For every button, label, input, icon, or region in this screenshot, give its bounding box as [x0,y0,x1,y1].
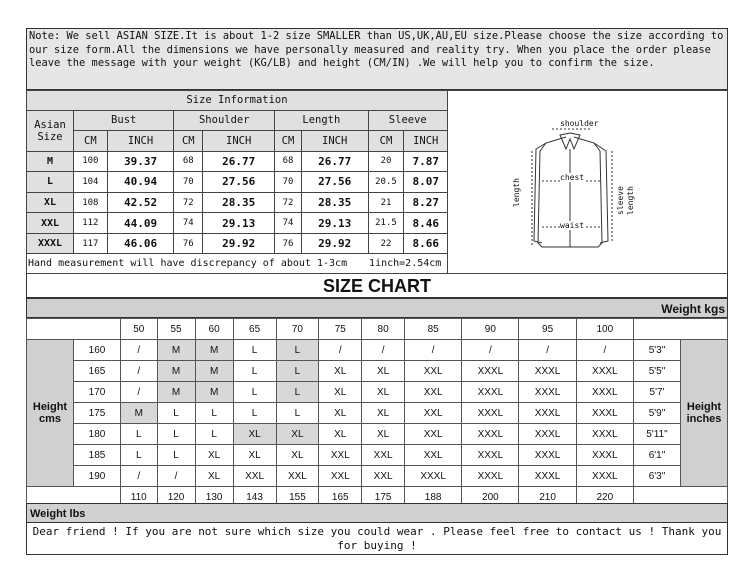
inch-value: 29.92 [203,233,275,254]
size-cell: XXL [405,382,462,403]
inch-value: 28.35 [301,192,368,213]
size-cell: L [276,361,319,382]
size-cell: XL [195,466,233,487]
weight-kg-cell: 55 [157,319,195,340]
weight-kg-cell: 70 [276,319,319,340]
size-cell: XL [362,424,405,445]
height-cm-cell: 160 [74,340,121,361]
weight-lb-cell: 220 [576,487,633,508]
weight-kgs-header: Weight kgs [26,298,728,318]
length-label: length [512,178,521,207]
weight-kg-cell: 80 [362,319,405,340]
cm-value: 74 [174,213,203,234]
height-cms-label: Height cms [27,340,74,487]
weight-kg-cell: 100 [576,319,633,340]
size-cell: M [195,361,233,382]
cm-value: 76 [275,233,302,254]
unit-inch-header: INCH [404,131,448,152]
sleeve-length-label: length [626,186,635,215]
size-cell: XXL [319,466,362,487]
size-cell: XL [195,445,233,466]
height-cm-cell: 185 [74,445,121,466]
cm-value: 70 [174,172,203,193]
size-cell: L [233,361,276,382]
unit-inch-header: INCH [107,131,174,152]
size-cell: XL [319,424,362,445]
size-note: Note: We sell ASIAN SIZE.It is about 1-2 size SMALLER than US,UK,AU,EU size.Please choose the size according to our size form.All the dimensions we have personally measured and reality try. When you place the order please leave the message with your weight (KG/LB) and height (CM/IN) .We will help you to confirm the size. [26,28,728,90]
size-label: XXXL [27,233,74,254]
size-cell: L [233,340,276,361]
inch-value: 29.13 [301,213,368,234]
size-cell: XXXL [576,466,633,487]
inch-value: 46.06 [107,233,174,254]
size-cell: XL [276,445,319,466]
cm-value: 21.5 [368,213,404,234]
size-cell: / [576,340,633,361]
inch-value: 8.46 [404,213,448,234]
size-cell: / [157,466,195,487]
height-cm-cell: 175 [74,403,121,424]
weight-kg-cell: 75 [319,319,362,340]
size-cell: XXXL [519,382,576,403]
inch-value: 40.94 [107,172,174,193]
weight-kg-cell: 90 [462,319,519,340]
cm-value: 74 [275,213,302,234]
size-cell: L [195,424,233,445]
size-cell: M [195,340,233,361]
size-chart-grid [26,318,728,508]
corner-cell [634,319,728,340]
size-cell: XXXL [519,466,576,487]
size-cell: L [157,403,195,424]
cm-value: 76 [174,233,203,254]
size-cell: XXXL [519,424,576,445]
cm-value: 72 [174,192,203,213]
shoulder-header: Shoulder [174,110,275,131]
unit-cm-header: CM [275,131,302,152]
inch-value: 27.56 [203,172,275,193]
size-cell: L [121,445,158,466]
size-cell: XXXL [519,403,576,424]
size-cell: XL [362,382,405,403]
height-cm-cell: 190 [74,466,121,487]
sleeve-label: sleeve [616,186,625,215]
size-cell: XXL [319,445,362,466]
size-cell: M [157,361,195,382]
inch-value: 42.52 [107,192,174,213]
size-cell: XL [319,382,362,403]
shoulder-label: shoulder [560,119,599,128]
weight-kg-cell: 85 [405,319,462,340]
size-cell: XXXL [462,361,519,382]
inch-value: 8.27 [404,192,448,213]
size-cell: M [195,382,233,403]
size-cell: XXXL [519,361,576,382]
unit-cm-header: CM [368,131,404,152]
size-cell: L [157,445,195,466]
size-cell: / [121,382,158,403]
inch-value: 29.13 [203,213,275,234]
unit-inch-header: INCH [301,131,368,152]
weight-kg-cell: 95 [519,319,576,340]
weight-kg-cell: 60 [195,319,233,340]
waist-label: waist [560,221,585,230]
size-cell: L [233,382,276,403]
cm-value: 70 [275,172,302,193]
size-cell: XXL [362,445,405,466]
height-inch-cell: 6'1" [634,445,681,466]
height-cm-cell: 170 [74,382,121,403]
size-label: XL [27,192,74,213]
corner-cell [27,319,121,340]
size-cell: / [121,361,158,382]
size-cell: L [157,424,195,445]
size-cell: / [121,340,158,361]
inch-value: 44.09 [107,213,174,234]
cm-value: 72 [275,192,302,213]
size-label: M [27,151,74,172]
height-inch-cell: 5'9" [634,403,681,424]
size-info-title: Size Information [27,91,448,111]
size-cell: L [276,382,319,403]
inch-value: 28.35 [203,192,275,213]
cm-value: 108 [74,192,108,213]
weight-kg-cell: 65 [233,319,276,340]
sleeve-header: Sleeve [368,110,447,131]
size-cell: XXL [405,361,462,382]
hand-measurement-note: Hand measurement will have discrepancy of about 1-3cm [27,254,369,274]
size-cell: XXXL [462,403,519,424]
cm-value: 68 [275,151,302,172]
size-cell: XXXL [462,445,519,466]
weight-lb-cell: 200 [462,487,519,508]
size-cell: XXXL [462,382,519,403]
cm-value: 117 [74,233,108,254]
size-cell: / [362,340,405,361]
size-cell: XL [319,361,362,382]
unit-inch-header: INCH [203,131,275,152]
size-cell: XL [233,424,276,445]
cm-value: 22 [368,233,404,254]
inch-value: 8.07 [404,172,448,193]
inch-value: 8.66 [404,233,448,254]
footer-message: Dear friend ! If you are not sure which size you could wear . Please feel free to contact us ! Thank you for buying ! [26,523,728,555]
size-cell: M [157,340,195,361]
cm-value: 100 [74,151,108,172]
height-cm-cell: 165 [74,361,121,382]
height-inch-cell: 5'3" [634,340,681,361]
cm-value: 21 [368,192,404,213]
size-cell: XXL [405,403,462,424]
weight-lb-cell: 110 [121,487,158,508]
bust-header: Bust [74,110,174,131]
size-cell: / [462,340,519,361]
size-cell: XL [319,403,362,424]
size-cell: XXXL [519,445,576,466]
chest-label: chest [560,173,585,182]
size-cell: XL [362,403,405,424]
inch-value: 7.87 [404,151,448,172]
height-inch-cell: 5'11" [634,424,681,445]
height-inch-cell: 5'5" [634,361,681,382]
size-cell: XXXL [576,361,633,382]
weight-lb-cell: 188 [405,487,462,508]
size-cell: / [405,340,462,361]
cm-value: 20.5 [368,172,404,193]
size-cell: XXXL [576,403,633,424]
unit-cm-header: CM [74,131,108,152]
weight-lb-cell: 175 [362,487,405,508]
size-cell: XL [276,424,319,445]
size-chart-title: SIZE CHART [26,274,728,298]
size-cell: XXL [405,424,462,445]
size-cell: / [519,340,576,361]
cm-value: 104 [74,172,108,193]
inch-value: 29.92 [301,233,368,254]
weight-lb-cell: 120 [157,487,195,508]
weight-lb-cell: 210 [519,487,576,508]
weight-lb-cell: 165 [319,487,362,508]
weight-lbs-header: Weight lbs [26,503,728,523]
inch-conversion-note: 1inch=2.54cm [368,254,447,274]
size-label: XXL [27,213,74,234]
size-cell: XXXL [576,424,633,445]
weight-lb-cell: 130 [195,487,233,508]
asian-size-header: Asian Size [27,110,74,151]
height-inches-label: Height inches [681,340,728,487]
height-inch-cell: 5'7' [634,382,681,403]
size-cell: XXXL [405,466,462,487]
size-cell: L [121,424,158,445]
inch-value: 26.77 [203,151,275,172]
cm-value: 112 [74,213,108,234]
size-cell: XXXL [462,424,519,445]
size-cell: XXXL [576,445,633,466]
size-cell: XL [362,361,405,382]
size-cell: L [276,403,319,424]
size-cell: L [233,403,276,424]
unit-cm-header: CM [174,131,203,152]
size-information-table [26,90,448,274]
size-cell: XXL [276,466,319,487]
size-cell: XXL [233,466,276,487]
size-cell: / [121,466,158,487]
size-cell: L [195,403,233,424]
inch-value: 39.37 [107,151,174,172]
cm-value: 68 [174,151,203,172]
shirt-diagram [448,90,728,274]
height-cm-cell: 180 [74,424,121,445]
size-cell: L [276,340,319,361]
cm-value: 20 [368,151,404,172]
size-label: L [27,172,74,193]
inch-value: 27.56 [301,172,368,193]
length-header: Length [275,110,368,131]
size-cell: M [157,382,195,403]
size-cell: XL [233,445,276,466]
size-cell: XXXL [576,382,633,403]
inch-value: 26.77 [301,151,368,172]
size-cell: XXXL [462,466,519,487]
size-cell: XXL [405,445,462,466]
size-cell: XXL [362,466,405,487]
weight-kg-cell: 50 [121,319,158,340]
size-cell: M [121,403,158,424]
size-cell: / [319,340,362,361]
weight-lb-cell: 143 [233,487,276,508]
height-inch-cell: 6'3" [634,466,681,487]
weight-lb-cell: 155 [276,487,319,508]
